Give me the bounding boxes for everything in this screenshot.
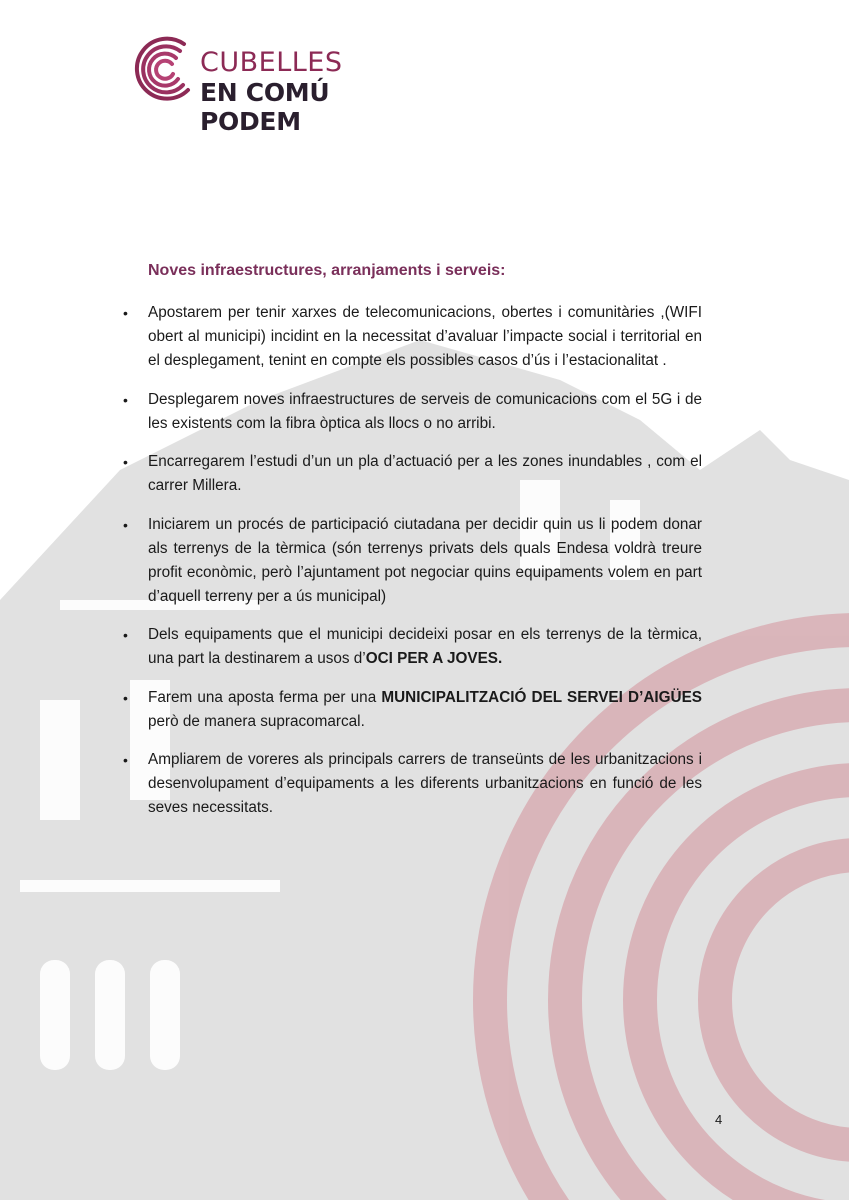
bullet-icon: •: [123, 391, 128, 408]
item-text: Encarregarem l’estudi d’un un pla d’actuació per a les zones inundables , com el carrer Millera.: [148, 453, 702, 494]
section-title: Noves infraestructures, arranjaments i serveis:: [148, 262, 506, 279]
item-text: Dels equipaments que el municipi decideixi posar en els terrenys de la tèrmica, una part la destinarem a usos d’: [148, 626, 702, 667]
list-item: [123, 513, 702, 609]
bullet-icon: •: [123, 752, 128, 768]
list-item: [123, 450, 702, 498]
emphasis-text: OCI PER A JOVES.: [365, 650, 503, 667]
brand-name-line2: EN COMÚ PODEM: [200, 78, 330, 136]
list-item: [123, 623, 702, 671]
bullet-icon: •: [123, 627, 128, 643]
list-item: [123, 748, 702, 820]
list-item: [123, 388, 702, 436]
brand-logo: [134, 32, 394, 136]
list-item: [123, 301, 702, 373]
page-number: 4: [715, 1112, 723, 1127]
list-item: [123, 686, 702, 734]
document-body: [123, 259, 702, 835]
bullet-icon: •: [123, 689, 128, 706]
item-text: Ampliarem de voreres als principals carrers de transeünts de les urbanitzacions i desenvolupament d’equipaments a les diferents urbanitzacions en funció de les seves necessitats.: [148, 751, 702, 816]
emphasis-text: MUNICIPALITZACIÓ DEL SERVEI D’AIGÜES: [381, 688, 702, 706]
cubelles-spiral-icon: [134, 32, 196, 106]
item-text: Desplegarem noves infraestructures de serveis de comunicacions com el 5G i de les existents com la fibra òptica als llocs o no arribi.: [148, 390, 702, 432]
item-text: però de manera supracomarcal.: [148, 712, 365, 730]
bullet-list: [123, 301, 702, 820]
bullet-icon: •: [123, 516, 128, 533]
brand-name-line1: CUBELLES: [200, 47, 343, 78]
item-text: Farem una aposta ferma per una: [148, 688, 382, 706]
item-text: Iniciarem un procés de participació ciutadana per decidir quin us li podem donar als terrenys de la tèrmica (són terrenys privats dels quals Endesa voldrà treure profit econòmic, però l’ajuntament pot negociar quins equipaments volem en part d’aquell terreny per a ús municipal): [148, 515, 702, 605]
bullet-icon: •: [123, 305, 128, 321]
item-text: Apostarem per tenir xarxes de telecomunicacions, obertes i comunitàries ,(WIFI obert al municipi) incidint en la necessitat d’avaluar l’impacte social i territorial en el desplegament, tenint en compte els possibles casos d’ús i l’estacionalitat .: [148, 304, 702, 369]
bullet-icon: •: [123, 454, 128, 470]
